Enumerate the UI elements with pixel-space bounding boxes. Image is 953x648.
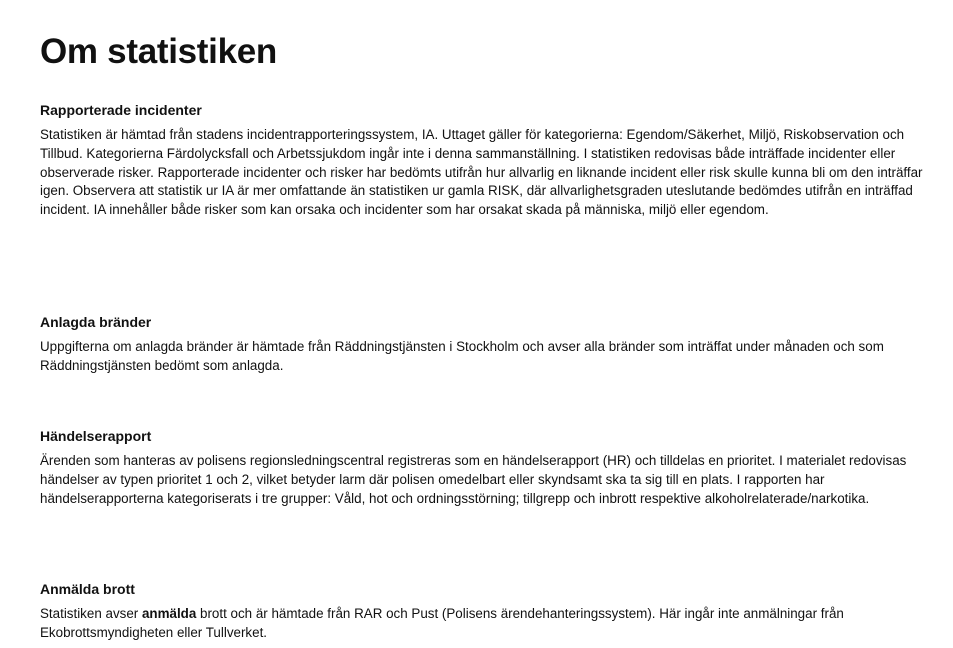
section-heading: Rapporterade incidenter [40,102,202,118]
section-heading: Anmälda brott [40,581,135,597]
section-heading: Anlagda bränder [40,314,152,330]
section-anmalda-brott [40,579,930,643]
page-title: Om statistiken [40,32,277,71]
body-text-post: brott och är hämtade från RAR och Pust (Polisens ärendehanteringssystem). Här ingår inte anmälningar från Ekobrottsmyndigheten eller Tullverket. [40,606,844,640]
section-body: Statistiken är hämtad från stadens incidentrapporteringssystem, IA. Uttaget gäller för kategorierna: Egendom/Säkerhet, Miljö, Riskobservation och Tillbud. Kategorierna Färdolycksfall och Arbetssjukdom ingår inte i denna sammanställning. I statistiken redovisas både inträffade incidenter eller observerade risker. Rapporterade incidenter och risker har bedömts utifrån hur allvarlig en liknande incident eller risk skulle kunna bli om den inträffar igen. Observera att statistik ur IA är mer omfattande än statistiken ur gamla RISK, där allvarlighetsgraden uteslutande bedömdes utifrån en inträffad incident. IA innehåller både risker som kan orsaka och incidenter som har orsakat skada på människa, miljö eller egendom. [40,127,923,218]
section-body [40,605,930,643]
section-body: Ärenden som hanteras av polisens regionsledningscentral registreras som en händelserapport (HR) och tilldelas en prioritet. I materialet redovisas händelser av typen prioritet 1 och 2, vilket betyder larm där polisen omedelbart eller skyndsamt ska ta sig till en plats. I rapporten har händelserapporterna kategoriserats i tre grupper: Våld, hot och ordningsstörning; tillgrepp och inbrott respektive alkoholrelaterade/narkotika. [40,453,907,506]
section-heading: Händelserapport [40,428,152,444]
body-text-pre: Statistiken avser [40,606,142,621]
body-text-emphasis: anmälda [141,606,197,621]
section-anlagda-brander [40,312,930,376]
document-page [40,30,930,640]
section-rapporterade-incidenter [40,100,930,220]
section-body: Uppgifterna om anlagda bränder är hämtade från Räddningstjänsten i Stockholm och avser alla bränder som inträffat under månaden och som Räddningstjänsten bedömt som anlagda. [40,339,884,373]
section-handelserapport [40,426,930,508]
